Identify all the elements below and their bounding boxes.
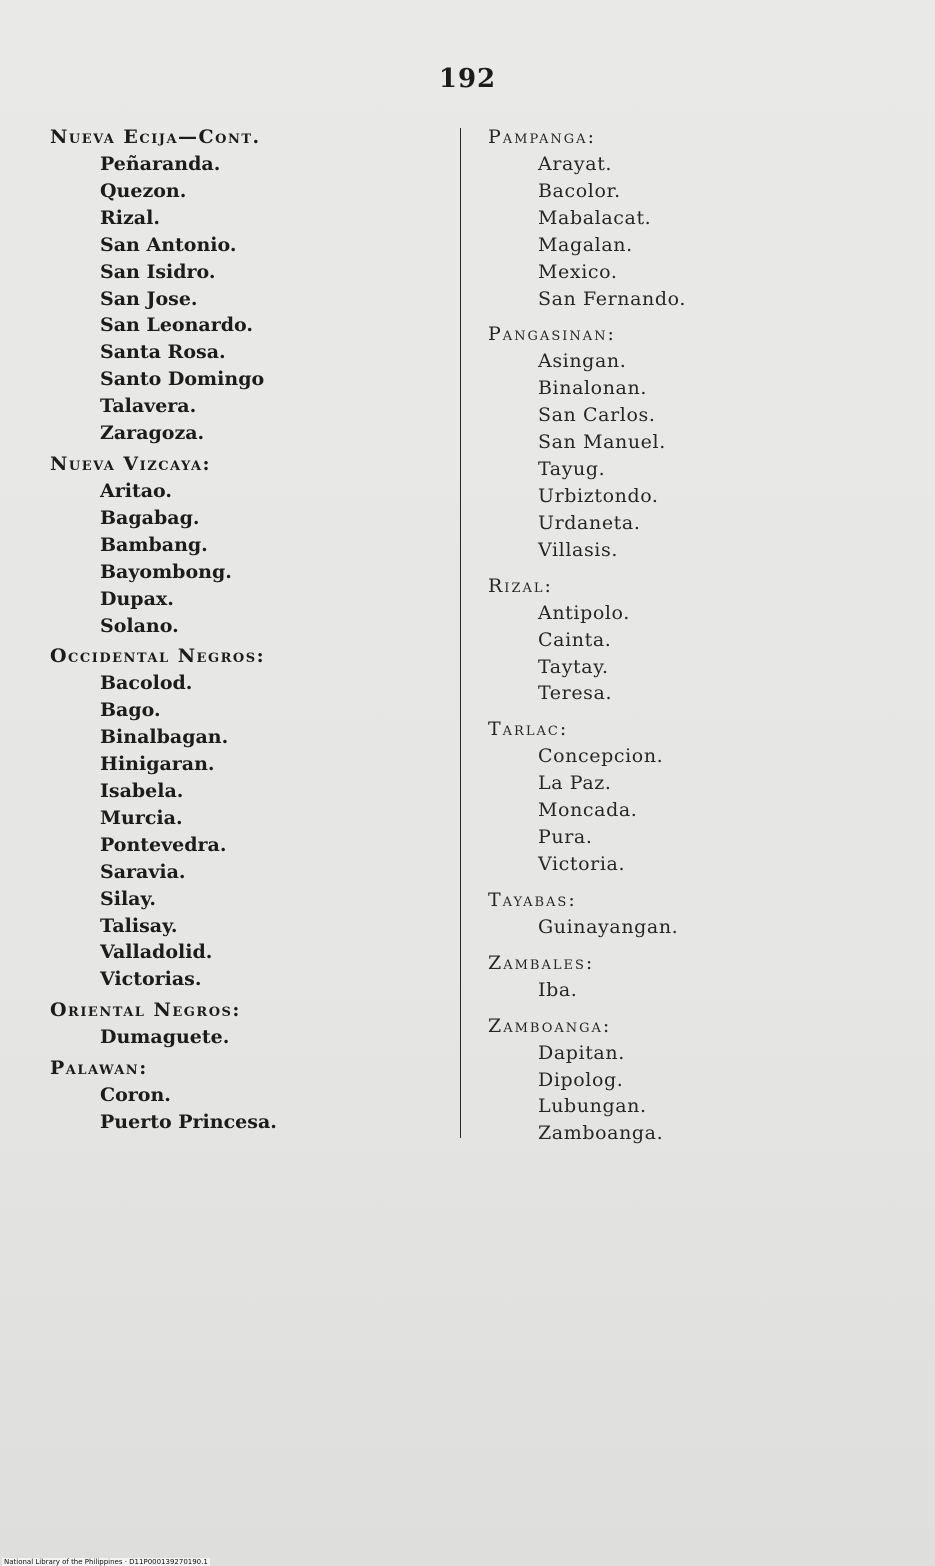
municipality-item: Puerto Princesa.	[100, 1111, 277, 1134]
municipality-item: Iba.	[538, 978, 578, 1001]
municipality-item: Teresa.	[538, 682, 613, 705]
municipality-item: Bagabag.	[100, 506, 200, 529]
municipality-item: San Isidro.	[100, 260, 216, 283]
municipality-item: Binalbagan.	[100, 726, 229, 749]
municipality-item: Solano.	[100, 614, 179, 637]
section-gap	[488, 707, 908, 716]
municipality-item: Mabalacat.	[538, 206, 652, 229]
province-heading: Oriental Negros:	[50, 999, 241, 1022]
municipality-item: San Manuel.	[538, 431, 666, 454]
municipality-item: Urbiztondo.	[538, 484, 659, 507]
municipality-item: Dapitan.	[538, 1041, 625, 1064]
province-section	[488, 716, 908, 878]
municipality-item: Bacolor.	[538, 179, 621, 202]
section-gap	[488, 878, 908, 887]
municipality-item: Bago.	[100, 699, 161, 722]
province-section	[50, 1055, 450, 1136]
municipality-item: Murcia.	[100, 806, 183, 829]
municipality-item: Mexico.	[538, 260, 618, 283]
municipality-item: Arayat.	[538, 153, 613, 175]
municipality-item: Pura.	[538, 826, 593, 849]
page-number: 192	[438, 64, 497, 94]
municipality-item: Saravia.	[100, 860, 186, 883]
municipality-item: Magalan.	[538, 233, 633, 256]
municipality-item: Victorias.	[100, 968, 202, 991]
municipality-item: Bacolod.	[100, 672, 193, 695]
footer-credit: National Library of the Philippines · D11P000139270190.1	[4, 1558, 208, 1566]
municipality-item: San Leonardo.	[100, 314, 253, 337]
province-heading: Pampanga:	[488, 126, 596, 148]
municipality-item: Zaragoza.	[100, 422, 205, 445]
municipality-item: Talavera.	[100, 395, 197, 418]
municipality-item: Dipolog.	[538, 1068, 624, 1091]
municipality-item: Pontevedra.	[100, 833, 227, 856]
municipality-item: Silay.	[100, 887, 156, 910]
municipality-item: Concepcion.	[538, 745, 664, 768]
municipality-item: Quezon.	[100, 179, 187, 202]
province-heading: Tayabas:	[488, 888, 577, 911]
municipality-item: Aritao.	[100, 479, 173, 502]
municipality-item: Coron.	[100, 1084, 171, 1107]
municipality-item: San Jose.	[100, 287, 198, 310]
section-gap	[488, 1004, 908, 1013]
right-column	[488, 124, 908, 1147]
province-heading: Pangasinan:	[488, 323, 616, 346]
province-section	[488, 887, 908, 941]
municipality-item: Santo Domingo	[100, 368, 265, 391]
province-section	[488, 950, 908, 1004]
province-section	[488, 321, 908, 563]
municipality-item: Talisay.	[100, 914, 178, 937]
province-heading: Occidental Negros:	[50, 645, 266, 668]
province-heading: Palawan:	[50, 1057, 148, 1080]
province-section	[50, 451, 450, 639]
municipality-item: Isabela.	[100, 780, 184, 803]
municipality-item: Guinayangan.	[538, 915, 679, 938]
section-gap	[488, 564, 908, 573]
municipality-item: Asingan.	[538, 350, 627, 373]
column-divider	[460, 128, 461, 1138]
municipality-item: La Paz.	[538, 772, 612, 795]
municipality-item: Binalonan.	[538, 377, 647, 400]
left-column	[50, 124, 450, 1136]
province-section	[50, 124, 450, 447]
municipality-item: Zamboanga.	[538, 1122, 664, 1145]
province-heading: Nueva Ecija—Cont.	[50, 126, 261, 148]
municipality-item: Tayug.	[538, 458, 606, 481]
municipality-item: Villasis.	[538, 538, 618, 561]
province-heading: Nueva Vizcaya:	[50, 452, 212, 475]
municipality-item: Lubungan.	[538, 1095, 647, 1118]
province-heading: Zambales:	[488, 951, 595, 974]
municipality-item: Hinigaran.	[100, 753, 215, 776]
province-heading: Tarlac:	[488, 718, 569, 741]
province-section	[488, 573, 908, 708]
province-section	[50, 997, 450, 1051]
municipality-item: Victoria.	[538, 852, 626, 875]
municipality-item: San Antonio.	[100, 233, 237, 256]
province-section	[50, 643, 450, 993]
province-heading: Zamboanga:	[488, 1014, 612, 1037]
municipality-item: Urdaneta.	[538, 511, 641, 534]
municipality-item: Rizal.	[100, 206, 160, 229]
section-gap	[488, 312, 908, 321]
municipality-item: San Carlos.	[538, 404, 656, 427]
section-gap	[488, 941, 908, 950]
municipality-item: Cainta.	[538, 628, 612, 651]
municipality-item: Peñaranda.	[100, 153, 221, 175]
province-section	[488, 124, 908, 312]
municipality-item: Santa Rosa.	[100, 341, 226, 364]
municipality-item: Bambang.	[100, 533, 208, 556]
province-heading: Rizal:	[488, 574, 553, 597]
municipality-item: Moncada.	[538, 799, 638, 822]
municipality-item: Valladolid.	[100, 941, 213, 964]
municipality-item: Bayombong.	[100, 560, 232, 583]
province-section	[488, 1013, 908, 1148]
municipality-item: San Fernando.	[538, 287, 686, 310]
municipality-item: Antipolo.	[538, 601, 630, 624]
municipality-item: Dumaguete.	[100, 1026, 230, 1049]
municipality-item: Taytay.	[538, 655, 609, 678]
municipality-item: Dupax.	[100, 587, 174, 610]
